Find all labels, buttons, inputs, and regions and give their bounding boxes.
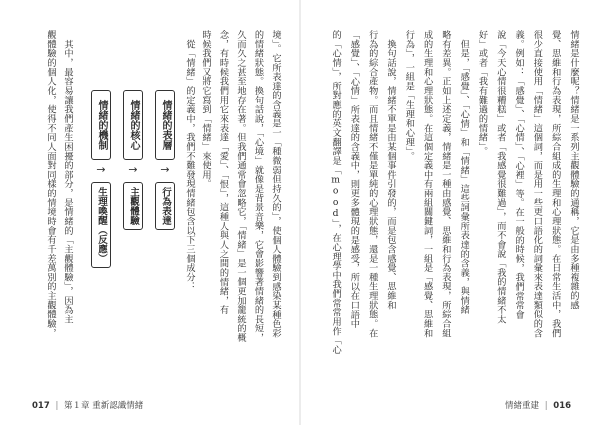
diagram-label-core: 情緒的核心 (123, 90, 143, 160)
diagram-label-surface: 情緒的表層 (155, 90, 175, 160)
text-column: 很少直接使用「情緒」這個詞，而是用一些更口語化的詞彙來表達類似的含 (531, 30, 543, 338)
diagram-target-experience: 主觀體驗 (123, 182, 143, 230)
diagram-label-mechanism: 情緒的機制 (91, 90, 111, 160)
text-column: 從「情緒」的定義中，我們不難發現情緒包含以下三個成分： (184, 30, 195, 291)
chapter-title: 重新認識情緒 (92, 401, 144, 411)
text-column: 「感覺」、「心情」所表達的含義中，則更多體現的是感受，所以在口語中 (348, 30, 360, 329)
footer-separator: | (544, 401, 548, 411)
text-column: 好」或者「我有難過的情緒」。 (476, 30, 488, 156)
diagram-target-col-1 (155, 182, 175, 372)
text-column: 行為的綜合產物。而且情緒不僅是單純的心理狀態，還是一種生理狀態。在 (366, 30, 378, 338)
text-column: 但是，「感覺」、「心情」和「情緒」這些詞彙所表達的含義，與情緒 (458, 30, 470, 315)
text-column: 覺、思維和行為表現，所綜合組成的生理和心理狀態。在日常生活中，我們 (549, 30, 561, 338)
arrow-down-icon: → (96, 163, 106, 176)
footer-separator: | (55, 401, 59, 411)
book-spine (299, 0, 301, 425)
text-column: 境」。它所表達的含義是一「種微弱但持久的」，使個人體驗到感染某種色彩 (270, 30, 281, 338)
text-column: 久而久之甚至地存在著。但我們通常會忽略它，「情緒」是一個更加籠統的概 (235, 30, 246, 343)
text-column: 的情緒狀態。換句話說，「心境」就像是背景音樂，它會影響著情緒的長短， (252, 30, 264, 343)
chapter-label: 第１章 (64, 401, 90, 411)
text-column: 觀體驗的個人化，使得不同人面對同樣的情境時會有千差萬別的主觀體驗， (45, 30, 56, 338)
text-column: 換句話說，情緒不單是由某個事件引發的，而是包含感覺、思維和 (385, 30, 396, 310)
text-column: 的「心情」，所對應的英文翻譯是「mood」，在心理學中我們常常用作「心 (330, 30, 342, 355)
text-column: 說「今天心情很糟糕」或者「我感覺很難過」，而不會說「我的情緒不太 (494, 30, 506, 324)
text-column: 其中，最容易讓我們產生困擾的部分，是情緒的「主觀體驗」，因為主 (62, 30, 73, 324)
diagram-target-col-3 (91, 182, 111, 372)
text-column: 時候我們又將它寫到「情緒」來使用。 (200, 30, 211, 189)
arrow-down-icon: → (160, 163, 170, 176)
text-column: 情緒是什麼呢？情緒是一系列主觀體驗的通稱，它是由多種複雜的感 (568, 30, 579, 310)
text-column: 行為」，一組是「生理和心理」。 (403, 30, 415, 161)
diagram-target-behavior: 行為表達 (155, 182, 175, 230)
text-column: 念，有時候我們用它來表達「愛」、「恨」，這種人與人之間的情緒，有 (217, 30, 229, 315)
left-footer (32, 399, 143, 411)
book-title: 情緒重建 (505, 401, 540, 411)
right-footer (505, 399, 571, 411)
text-column: 義。例如：「感覺」、「心情」、「心裡」等。在一般的時候，我們常常會 (513, 30, 525, 320)
page-number: 016 (553, 401, 572, 411)
text-column: 成的生理和心理狀態。在這個定義中有兩組關鍵詞，一組是「感覺、思維和 (421, 30, 433, 338)
page-number: 017 (32, 401, 50, 411)
diagram-target-col-2 (123, 182, 143, 372)
text-column: 略有差異。正如上述定義，情緒是一種由感覺、思維和行為表現，所綜合組 (439, 30, 451, 338)
arrow-down-icon: → (128, 163, 138, 176)
diagram-target-arousal: 生理喚醒（反應） (91, 182, 111, 268)
